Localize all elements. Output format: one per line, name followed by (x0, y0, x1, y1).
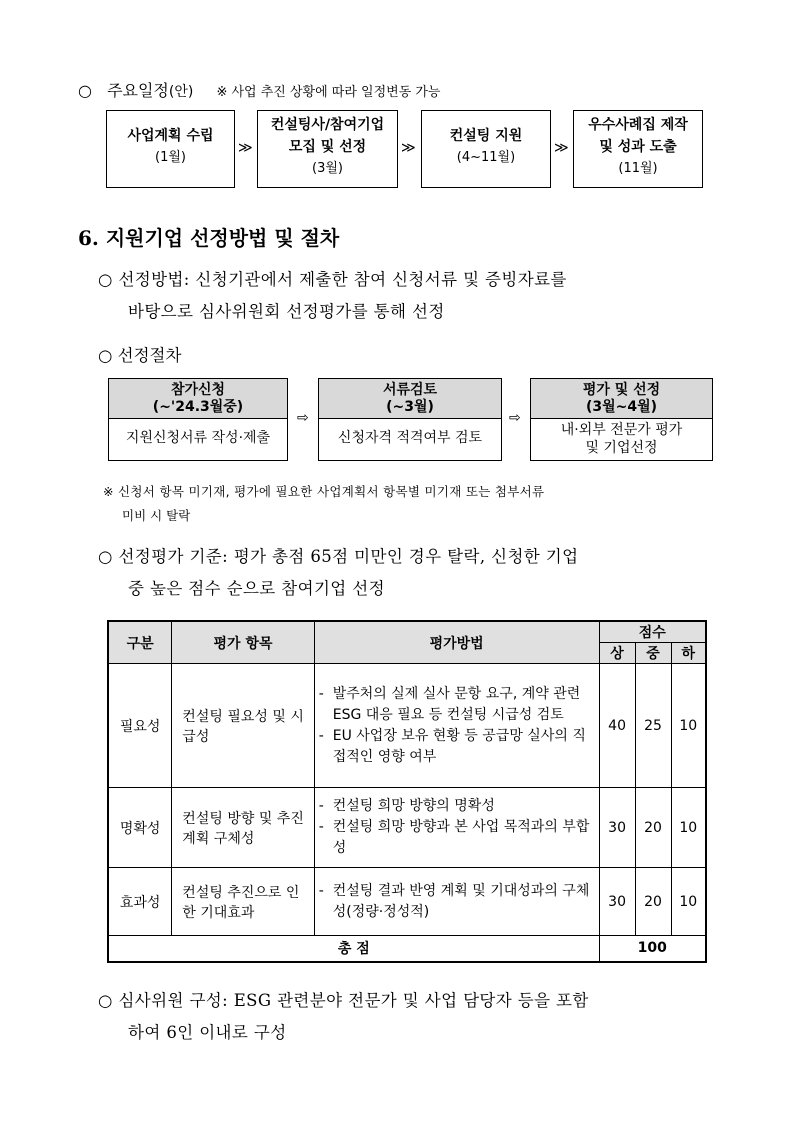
header-item: 평가 항목 (172, 621, 314, 664)
schedule-arrow: ≫ (554, 140, 569, 156)
row-category: 효과성 (108, 868, 172, 936)
method-text: 컨설팅 희망 방향의 명확성 (332, 798, 495, 814)
method-text: 컨설팅 희망 방향과 본 사업 목적과의 부합성 (332, 819, 590, 856)
header-high: 상 (599, 643, 635, 664)
step-title-2: 및 성과 도출 (599, 139, 677, 155)
table-total-row (108, 936, 706, 962)
flow-body: 내·외부 전문가 평가 (560, 422, 683, 438)
score-mid: 25 (635, 664, 671, 788)
flow-arrow: ⇨ (297, 410, 309, 426)
schedule-label: 주요일정 (107, 81, 169, 100)
row-item: 컨설팅 방향 및 추진계획 구체성 (172, 788, 314, 868)
header-low: 하 (671, 643, 706, 664)
dash: - (318, 819, 324, 835)
method-line-2: 바탕으로 심사위원회 선정평가를 통해 선정 (128, 302, 445, 321)
dash: - (318, 798, 324, 814)
step-period: (4~11월) (456, 150, 516, 165)
header-score: 점수 (599, 621, 706, 643)
step-period: (3월) (312, 161, 343, 176)
committee-line-2: 하여 6인 이내로 구성 (128, 1023, 287, 1042)
flow-body: 지원신청서류 작성·제출 (125, 430, 271, 446)
flow-head: 평가 및 선정 (582, 382, 661, 398)
score-high: 30 (599, 788, 635, 868)
score-high: 40 (599, 664, 635, 788)
score-high: 30 (599, 868, 635, 936)
header-method: 평가방법 (314, 621, 599, 664)
flow-head-period: (~3월) (386, 399, 434, 415)
flow-head: 서류검토 (382, 382, 438, 398)
bullet: ○ (78, 81, 92, 100)
schedule-arrow: ≫ (238, 140, 253, 156)
table-row (108, 788, 706, 868)
schedule-heading (78, 78, 441, 101)
flow-step-apply (108, 378, 288, 461)
criteria-line-1: ○ 선정평가 기준: 평가 총점 65점 미만인 경우 탈락, 신청한 기업 (98, 547, 579, 566)
method-text: 발주처의 실제 실사 문항 요구, 계약 관련 ESG 대응 필요 등 컨설팅 시급성 검토 (332, 685, 581, 723)
row-category: 명확성 (108, 788, 172, 868)
score-low: 10 (671, 664, 706, 788)
header-mid: 중 (635, 643, 671, 664)
table-row (108, 868, 706, 936)
flow-step-review (318, 378, 502, 461)
row-item: 컨설팅 추진으로 인한 기대효과 (172, 868, 314, 936)
row-item: 컨설팅 필요성 및 시급성 (172, 664, 314, 788)
schedule-step-4 (573, 110, 703, 188)
step-title-2: 모집 및 선정 (288, 139, 367, 155)
flow-head-period: (3월~4월) (585, 399, 658, 415)
step-period: (11월) (618, 161, 658, 176)
step-title: 컨설팅 지원 (449, 128, 523, 144)
evaluation-table (107, 620, 707, 963)
dash: - (318, 882, 324, 899)
schedule-step-2 (257, 110, 398, 188)
method-line-1: ○ 선정방법: 신청기관에서 제출한 참여 신청서류 및 증빙자료를 (98, 270, 567, 289)
committee-line-1: ○ 심사위원 구성: ESG 관련분야 전문가 및 사업 담당자 등을 포함 (98, 991, 589, 1010)
total-value: 100 (599, 936, 706, 962)
row-category: 필요성 (108, 664, 172, 788)
total-label: 총 점 (108, 936, 599, 962)
table-row (108, 664, 706, 788)
method-text: 컨설팅 결과 반영 계획 및 기대성과의 구체성(정량·정성적) (332, 882, 590, 920)
flow-body-2: 및 기업선정 (585, 440, 658, 456)
method-text: EU 사업장 보유 현황 등 공급망 실사의 직접적인 영향 여부 (332, 727, 586, 765)
criteria-line-2: 중 높은 점수 순으로 참여기업 선정 (128, 579, 385, 598)
step-title: 우수사례집 제작 (588, 117, 688, 133)
flow-head-period: (~'24.3월중) (152, 399, 244, 415)
section-title: 6. 지원기업 선정방법 및 절차 (78, 226, 340, 250)
dash: - (318, 685, 324, 702)
flow-head: 참가신청 (170, 382, 226, 398)
step-period: (1월) (155, 150, 186, 165)
flow-note-1: ※ 신청서 항목 미기재, 평가에 필요한 사업계획서 항목별 미기재 또는 첨부서류 (103, 484, 545, 499)
row-methods (314, 868, 599, 936)
schedule-step-3 (421, 110, 551, 188)
score-low: 10 (671, 868, 706, 936)
schedule-arrow: ≫ (401, 140, 416, 156)
score-low: 10 (671, 788, 706, 868)
dash: - (318, 727, 324, 744)
score-mid: 20 (635, 868, 671, 936)
row-methods (314, 788, 599, 868)
score-mid: 20 (635, 788, 671, 868)
step-title: 사업계획 수립 (127, 128, 214, 144)
flow-note-2: 미비 시 탈락 (122, 508, 191, 523)
flow-body: 신청자격 적격여부 검토 (337, 430, 483, 446)
schedule-note: ※ 사업 추진 상황에 따라 일정변동 가능 (216, 85, 441, 100)
flow-arrow: ⇨ (509, 410, 521, 426)
schedule-step-1 (106, 110, 235, 188)
row-methods (314, 664, 599, 788)
header-category: 구분 (108, 621, 172, 664)
procedure-label: ○ 선정절차 (98, 346, 182, 365)
schedule-label-suffix: (안) (168, 84, 194, 100)
flow-step-select (530, 378, 713, 461)
step-title: 컨설팅사/참여기업 (270, 117, 385, 133)
